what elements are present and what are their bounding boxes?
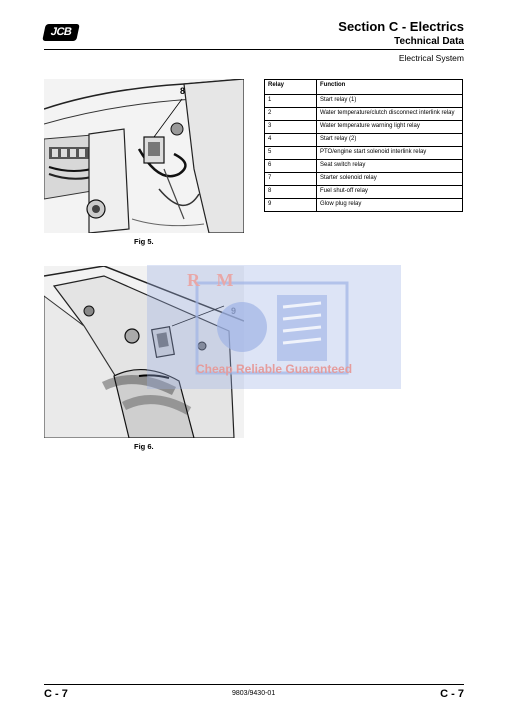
watermark-initials: R M (187, 270, 240, 290)
column-header-relay: Relay (265, 80, 317, 95)
table-row (265, 160, 463, 173)
table-row (265, 95, 463, 108)
system-label: Electrical System (398, 53, 464, 63)
relay-function: Start relay (1) (317, 95, 463, 108)
relay-function: Starter solenoid relay (317, 173, 463, 186)
relay-number: 4 (265, 134, 317, 147)
column-header-function: Function (317, 80, 463, 95)
fig5-photo (44, 79, 244, 233)
relay-number: 6 (265, 160, 317, 173)
table-row (265, 108, 463, 121)
page-number-right: C - 7 (440, 688, 464, 700)
relay-function: Water temperature warning light relay (317, 121, 463, 134)
relay-number: 5 (265, 147, 317, 160)
fig5-illustration (44, 79, 244, 233)
fig6-caption: Fig 6. (134, 442, 154, 451)
fig5-callout: 8 (180, 86, 186, 96)
table-row (265, 134, 463, 147)
relay-number: 1 (265, 95, 317, 108)
document-number: 9803/9430-01 (232, 690, 276, 697)
watermark-text: Cheap Reliable Guaranteed (196, 362, 353, 376)
table-row (265, 186, 463, 199)
relay-table (264, 79, 463, 212)
relay-number: 8 (265, 186, 317, 199)
relay-number: 7 (265, 173, 317, 186)
relay-number: 3 (265, 121, 317, 134)
relay-function: Water temperature/clutch disconnect interlink relay (317, 108, 463, 121)
page-number-left: C - 7 (44, 688, 68, 700)
table-header-row (265, 80, 463, 95)
table-row (265, 173, 463, 186)
relay-number: 9 (265, 199, 317, 212)
relay-function: Start relay (2) (317, 134, 463, 147)
relay-number: 2 (265, 108, 317, 121)
header-rule (44, 49, 464, 50)
relay-function: Glow plug relay (317, 199, 463, 212)
footer-rule (44, 684, 464, 685)
relay-function: Seat switch relay (317, 160, 463, 173)
table-row (265, 147, 463, 160)
relay-function: Fuel shut-off relay (317, 186, 463, 199)
table-row (265, 121, 463, 134)
jcb-logo: JCB (42, 24, 80, 41)
subsection-title: Technical Data (394, 36, 464, 47)
fig5-caption: Fig 5. (134, 237, 154, 246)
section-title: Section C - Electrics (338, 19, 464, 34)
relay-function: PTO/engine start solenoid interlink relay (317, 147, 463, 160)
table-row (265, 199, 463, 212)
